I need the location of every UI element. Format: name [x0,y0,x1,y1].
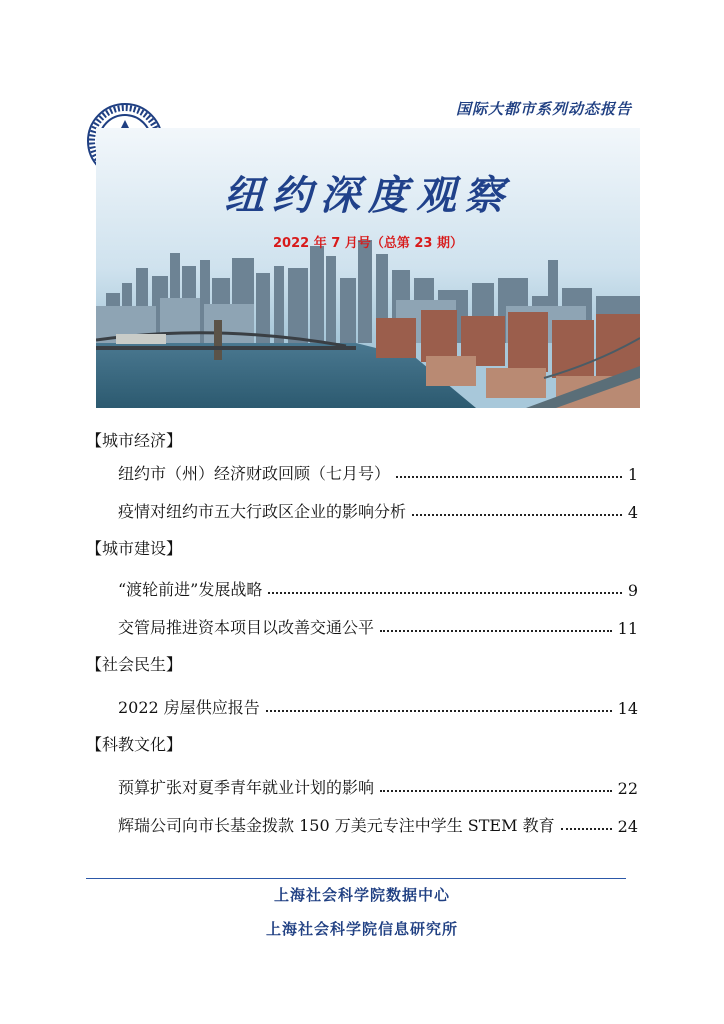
toc-entry-title: “渡轮前进”发展战略 [118,580,263,599]
dot-leader [412,513,622,516]
toc-entry-page: 11 [617,619,638,638]
report-title: 纽约深度观察 [224,173,512,219]
toc-entry-page: 4 [627,503,638,522]
toc-entry-title: 预算扩张对夏季青年就业计划的影响 [118,778,375,797]
dot-leader [268,591,621,594]
toc-entry-page: 24 [617,817,638,836]
toc-entry[interactable] [118,774,638,798]
series-name: 国际大都市系列动态报告 [455,100,632,118]
toc-entry[interactable] [118,694,638,718]
toc-entry[interactable] [118,812,638,836]
dot-leader [380,629,612,632]
footer-divider [86,878,626,879]
toc-entry-title: 2022 房屋供应报告 [118,698,260,717]
toc-entry-page: 22 [617,779,638,798]
section-heading-science-culture: 【科教文化】 [86,735,183,754]
issue-number: 2022 年 7 月号（总第 23 期） [273,236,463,251]
toc-entry-page: 9 [627,581,638,600]
toc-entry-title: 交管局推进资本项目以改善交通公平 [118,618,375,637]
toc-entry[interactable] [118,498,638,522]
section-heading-construction: 【城市建设】 [86,539,183,558]
section-heading-economy: 【城市经济】 [86,431,183,450]
dot-leader [380,789,612,792]
toc-entry-page: 14 [617,699,638,718]
footer-org-info-institute: 上海社会科学院信息研究所 [265,920,458,938]
toc-entry[interactable] [118,460,638,484]
dot-leader [266,709,612,712]
toc-entry-title: 辉瑞公司向市长基金拨款 150 万美元专注中学生 STEM 教育 [118,816,555,835]
footer-org-data-center: 上海社会科学院数据中心 [273,886,450,904]
toc-entry-title: 纽约市（州）经济财政回顾（七月号） [118,464,391,483]
toc-entry-title: 疫情对纽约市五大行政区企业的影响分析 [118,502,407,521]
toc-entry-page: 1 [627,465,638,484]
dot-leader [561,827,612,830]
section-heading-livelihood: 【社会民生】 [86,655,183,674]
toc-entry[interactable] [118,614,638,638]
dot-leader [396,475,622,478]
toc-entry[interactable] [118,576,638,600]
